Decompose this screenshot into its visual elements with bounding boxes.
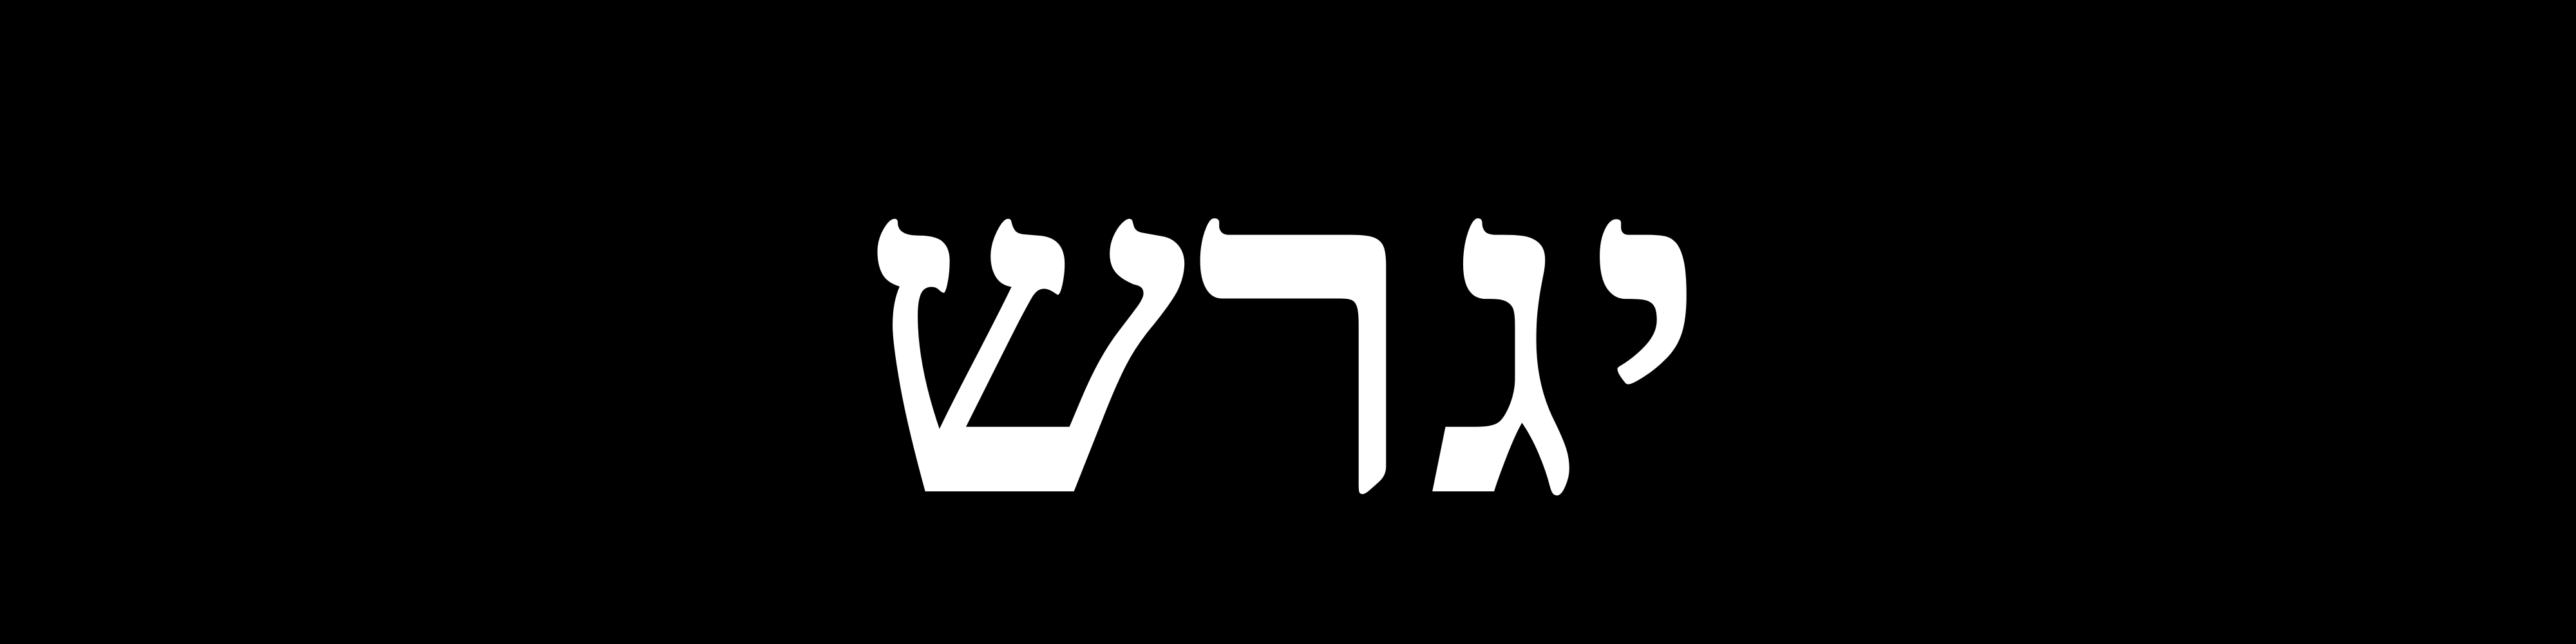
hebrew-word: יגרש bbox=[860, 56, 1716, 601]
